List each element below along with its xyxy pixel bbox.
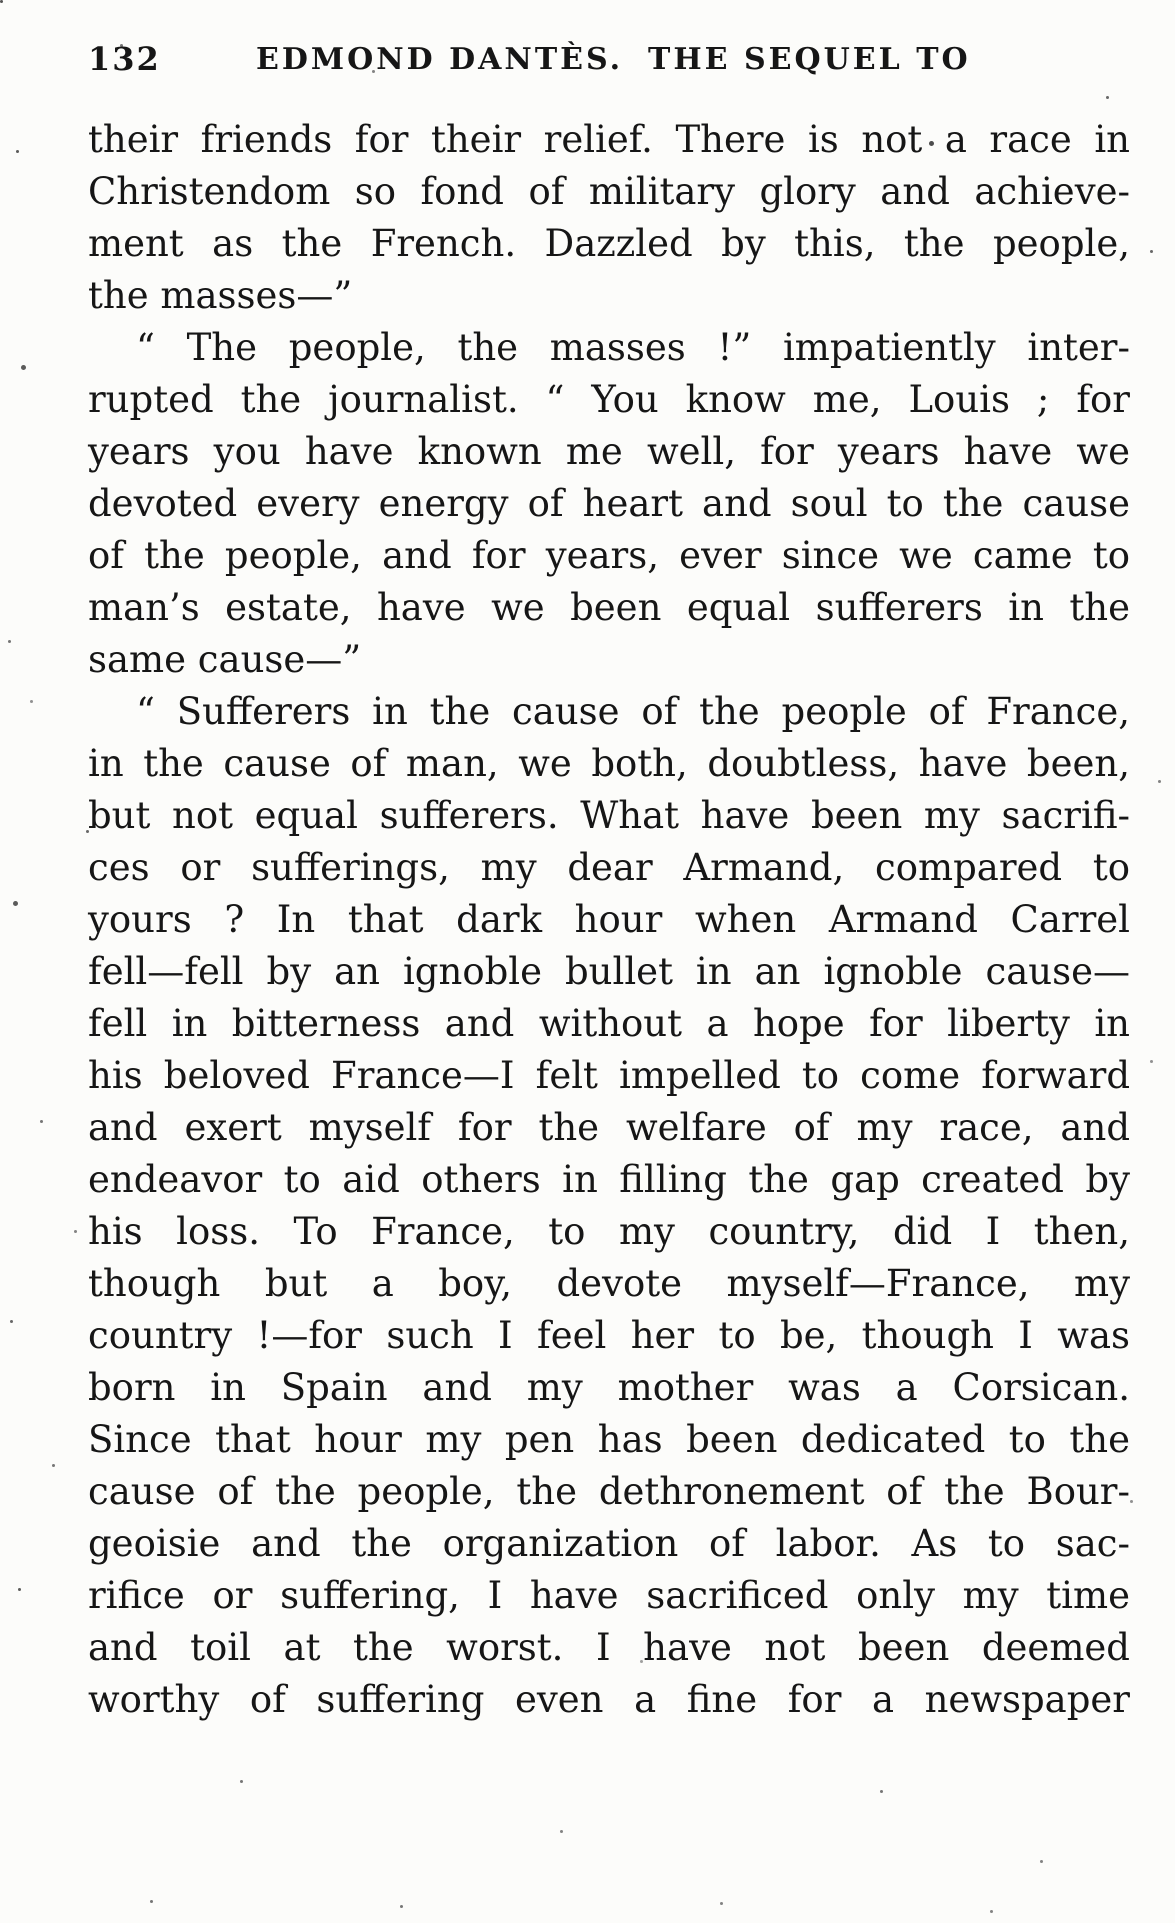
text-line: fell—fell by an ignoble bullet in an ignoble cause— bbox=[88, 950, 1130, 993]
text-line: geoisie and the organization of labor. As to sac- bbox=[88, 1522, 1130, 1565]
text-line: ces or sufferings, my dear Armand, compared to bbox=[88, 846, 1130, 889]
text-line: same cause—” bbox=[88, 638, 362, 681]
text-line: man’s estate, have we been equal sufferers in the bbox=[88, 586, 1130, 629]
text-line: the masses—” bbox=[88, 274, 353, 317]
text-line: his beloved France—I felt impelled to come forward bbox=[88, 1054, 1130, 1097]
scan-noise bbox=[0, 0, 2, 2]
book-title: EDMOND DANTÈS. bbox=[256, 42, 624, 77]
text-block bbox=[88, 114, 1130, 1726]
text-line: ment as the French. Dazzled by this, the people, bbox=[88, 222, 1130, 265]
paragraph bbox=[88, 686, 1130, 1726]
text-line: rifice or suffering, I have sacrificed only my time bbox=[88, 1574, 1130, 1617]
paragraph bbox=[88, 322, 1130, 686]
paragraph bbox=[88, 114, 1130, 322]
text-line: born in Spain and my mother was a Corsican. bbox=[88, 1366, 1130, 1409]
text-line: “ Sufferers in the cause of the people of France, bbox=[136, 690, 1130, 733]
text-line: cause of the people, the dethronement of the Bour- bbox=[88, 1470, 1130, 1513]
text-line: in the cause of man, we both, doubtless, have been, bbox=[88, 742, 1130, 785]
page-number: 132 bbox=[88, 40, 161, 78]
text-line: but not equal sufferers. What have been my sacrifi- bbox=[88, 794, 1130, 837]
text-line: Since that hour my pen has been dedicated to the bbox=[88, 1418, 1130, 1461]
text-line: rupted the journalist. “ You know me, Louis ; for bbox=[88, 378, 1130, 421]
running-title: THE SEQUEL TO bbox=[648, 42, 971, 77]
text-line: country !—for such I feel her to be, though I was bbox=[88, 1314, 1130, 1357]
text-line: though but a boy, devote myself—France, my bbox=[88, 1262, 1130, 1305]
text-line: worthy of suffering even a fine for a newspaper bbox=[88, 1678, 1130, 1721]
running-header bbox=[0, 40, 1175, 84]
text-line: years you have known me well, for years have we bbox=[88, 430, 1130, 473]
text-line: their friends for their relief. There is not a race in bbox=[88, 118, 1130, 161]
text-line: endeavor to aid others in filling the gap created by bbox=[88, 1158, 1130, 1201]
text-line: devoted every energy of heart and soul to the cause bbox=[88, 482, 1130, 525]
text-line: fell in bitterness and without a hope for liberty in bbox=[88, 1002, 1130, 1045]
text-line: and exert myself for the welfare of my race, and bbox=[88, 1106, 1130, 1149]
text-line: and toil at the worst. I have not been deemed bbox=[88, 1626, 1130, 1669]
text-line: of the people, and for years, ever since we came to bbox=[88, 534, 1130, 577]
text-line: “ The people, the masses !” impatiently inter- bbox=[136, 326, 1130, 369]
text-line: his loss. To France, to my country, did I then, bbox=[88, 1210, 1130, 1253]
text-line: Christendom so fond of military glory and achieve- bbox=[88, 170, 1130, 213]
text-line: yours ? In that dark hour when Armand Carrel bbox=[88, 898, 1130, 941]
